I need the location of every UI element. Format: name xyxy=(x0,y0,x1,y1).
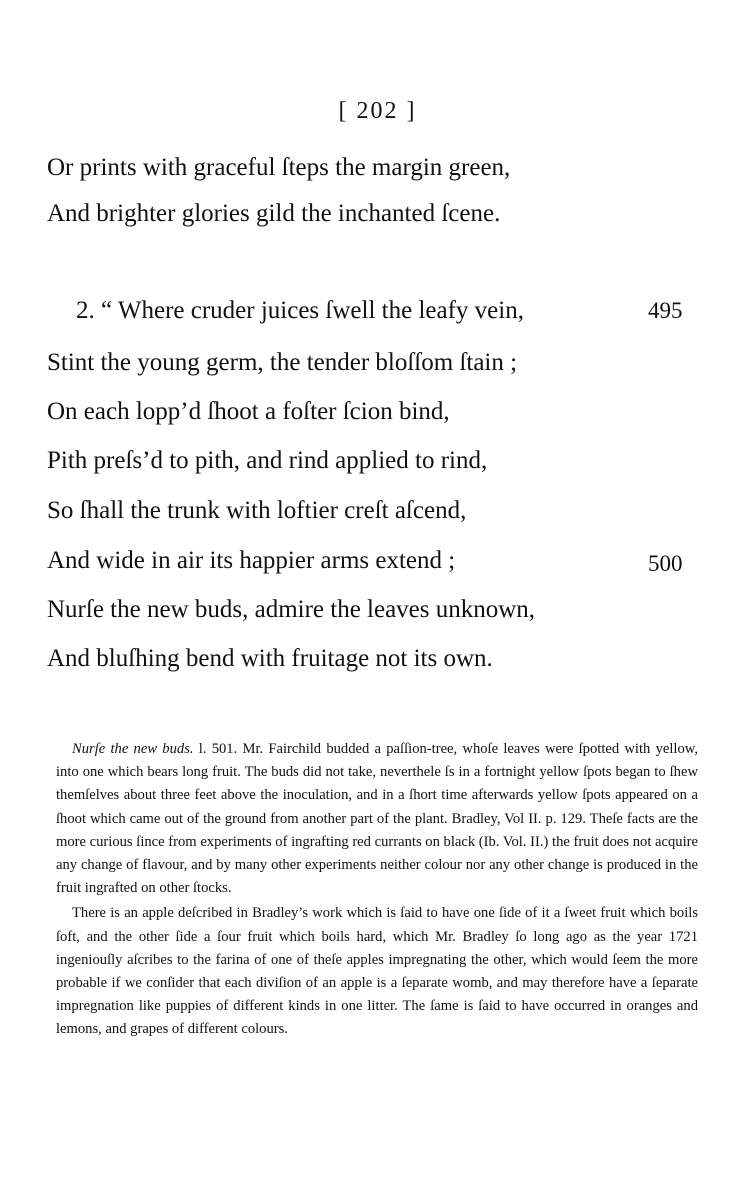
verse-line-5: On each lopp’d ſhoot a foſter ſcion bind, xyxy=(47,398,450,425)
verse-line-9: Nurſe the new buds, admire the leaves unknown, xyxy=(47,596,536,623)
footnote-paragraph-2: There is an apple deſcribed in Bradley’s work which is ſaid to have one ſide of it a ſweet fruit which boils ſoft, and the other ſide a ſour fruit which boils hard, which Mr. Bradley ſo long ago as the year 1721 ingeniouſly aſcribes to the farina of one of theſe apples impregnating the other, which would ſeem the more probable if we conſider that each diviſion of an apple is a ſeparate womb, and may therefore have a ſeparate impregnation like puppies of different kinds in one litter. The ſame is ſaid to have occurred in oranges and lemons, and grapes of different colours. xyxy=(56,905,698,1038)
footnote xyxy=(56,738,698,1042)
footnote-paragraph-1-text: l. 501. Mr. Fairchild budded a paſſion-tree, whoſe leaves were ſpotted with yellow, into one which bears long fruit. The buds did not take, neverthele ſs in a fortnight yellow ſpots began to ſhew themſelves about three feet above the inoculation, and in a ſhort time afterwards yellow ſpots appeared on a ſhoot which came out of the ground from another part of the plant. Bradley, Vol II. p. 129. Theſe facts are the more curious ſince from experiments of ingrafting red currants on black (Ib. Vol. II.) the fruit does not acquire any change of flavour, and by many other experiments neither colour nor any other change is produced in the fruit ingrafted on other ſtocks. xyxy=(56,741,698,897)
footnote-lead: Nurſe the new buds. xyxy=(72,741,194,757)
line-number-495: 495 xyxy=(648,298,683,323)
page-number: [ 202 ] xyxy=(338,98,417,124)
line-number-500: 500 xyxy=(648,551,683,576)
verse-line-6: Pith preſs’d to pith, and rind applied to rind, xyxy=(47,447,488,474)
verse-line-4: Stint the young germ, the tender bloſſom ſtain ; xyxy=(47,349,518,376)
verse-line-10: And bluſhing bend with fruitage not its own. xyxy=(47,645,493,672)
verse-line-8: And wide in air its happier arms extend ; xyxy=(47,547,456,574)
footnote-paragraph-1 xyxy=(56,738,698,900)
verse-line-3: 2. “ Where cruder juices ſwell the leafy vein, xyxy=(76,297,524,324)
verse-line-7: So ſhall the trunk with loftier creſt aſcend, xyxy=(47,497,467,524)
verse-line-1: Or prints with graceful ſteps the margin green, xyxy=(47,154,511,181)
verse-line-2: And brighter glories gild the inchanted ſcene. xyxy=(47,200,501,227)
